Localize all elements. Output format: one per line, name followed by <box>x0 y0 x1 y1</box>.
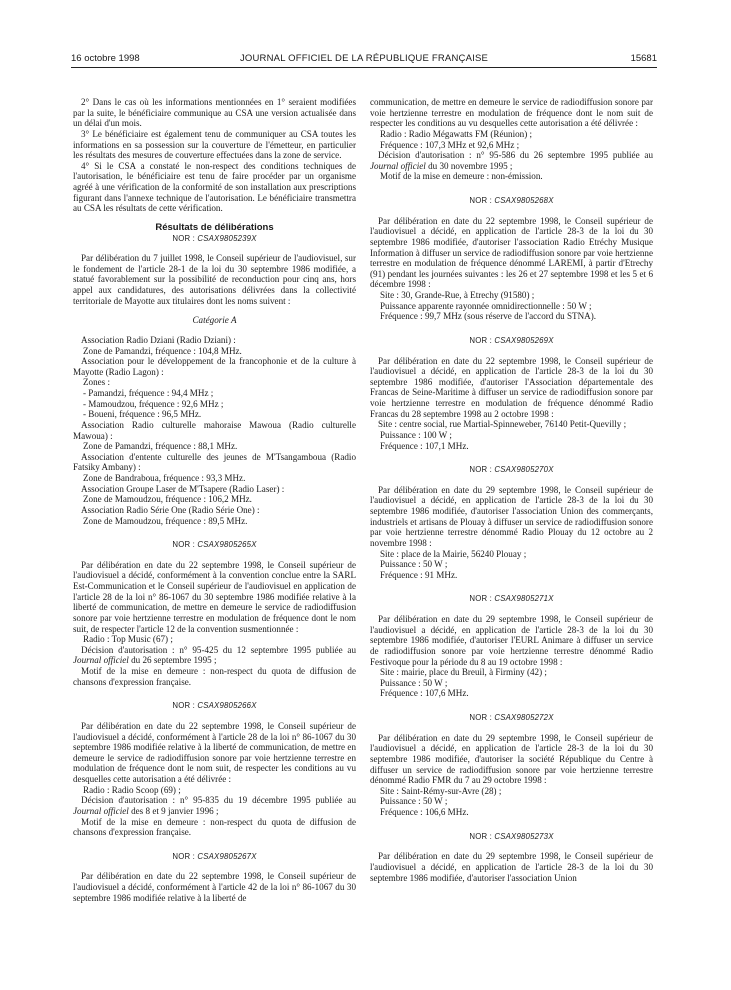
deliberation-text: Par délibération en date du 22 septembre 1998, le Conseil supérieur de l'audiovisuel a décidé, conformément à la convention conclue entre la SARL Est-Communication et le Conseil supérieur de l'audiovisuel en application de l'article 28 de la loi n° 86-1067 du 30 septembre 1986 modifiée relative à la liberté de communication, de mettre en demeure le service de radiodiffusion sonore par voie hertzienne terrestre en modulation de fréquence dont le nom suit, de respecter l'article 12 de la convention susmentionnée : <box>73 559 356 634</box>
header-date: 16 octobre 1998 <box>71 53 140 64</box>
nor-reference: NOR : CSAX9805273X <box>469 831 554 841</box>
deliberation-text: Par délibération en date du 22 septembre 1998, le Conseil supérieur de l'audiovisuel a décidé, conformément à l'article 28 de la loi n° 86-1067 du 30 septembre 1986 modifiée relative à la liberté de communication, de mettre en demeure le service de radiodiffusion sonore par voie hertzienne terrestre en modulation de fréquence dont le nom suit, de respecter les conditions au vu desquelles cette autorisation a été délivrée : <box>73 720 356 784</box>
detail-line: Décision d'autorisation : n° 95-586 du 26 septembre 1995 publiée au Journal officiel du 30 novembre 1995 ; <box>370 150 653 171</box>
association-name: Association Radio Dziani (Radio Dziani) : <box>81 334 236 345</box>
nor-reference: NOR : CSAX9805265X <box>172 540 257 550</box>
zone-line: - Boueni, fréquence : 96,5 MHz. <box>83 409 202 420</box>
detail-line: Fréquence : 107,3 MHz et 92,6 MHz ; <box>380 139 520 150</box>
association-name: Association Groupe Laser de M'Tsapere (Radio Laser) : <box>81 483 285 494</box>
nor-reference: NOR : CSAX9805239X <box>172 233 257 243</box>
right-column <box>370 97 653 883</box>
association-name: Association pour le développement de la francophonie et de la culture à Mayotte (Radio Lagon) : <box>73 356 356 377</box>
zone-line: Zone de Pamandzi, fréquence : 88,1 MHz. <box>83 441 238 452</box>
page-number: 15681 <box>630 53 657 64</box>
detail-line: Puissance apparente rayonnée omnidirectionnelle : 50 W ; <box>380 300 592 311</box>
detail-line: Motif de la mise en demeure : non-respect du quota de diffusion de chansons d'expression française. <box>73 666 356 687</box>
nor-reference: NOR : CSAX9805269X <box>469 335 554 345</box>
paragraph: 3° Le bénéficiaire est également tenu de communiquer au CSA toutes les informations en sa possession sur la couverture de l'émetteur, en particulier les résultats des mesures de couverture effectuées dans la zone de service. <box>73 128 356 161</box>
association-name: Association Radio Série One (Radio Série One) : <box>81 504 260 515</box>
deliberation-text: Par délibération en date du 22 septembre 1998, le Conseil supérieur de l'audiovisuel a décidé, en application de l'article 28-3 de la loi du 30 septembre 1986 modifiée, d'autoriser l'association Radio Etréchy Musique Information à diffuser un service de radiodiffusion sonore par voie hertzienne terrestre en modulation de fréquence dénommé LAREMI, à partir d'Etrechy (91) pendant les journées suivantes : les 26 et 27 septembre 1998 et les 5 et 6 décembre 1998 : <box>370 215 653 290</box>
zone-line: Zone de Bandraboua, fréquence : 93,3 MHz. <box>83 473 246 483</box>
zone-line: Zone de Mamoudzou, fréquence : 106,2 MHz. <box>83 494 252 505</box>
deliberation-text: Par délibération en date du 29 septembre 1998, le Conseil supérieur de l'audiovisuel a décidé, en application de l'article 28-3 de la loi du 30 septembre 1986 modifiée, d'autoriser l'association Union <box>370 851 653 883</box>
detail-line: Fréquence : 106,6 MHz. <box>380 807 469 817</box>
deliberation-text: Par délibération en date du 29 septembre 1998, le Conseil supérieur de l'audiovisuel a décidé, en application de l'article 28-3 de la loi du 30 septembre 1986 modifiée, d'autoriser l'EURL Animare à diffuser un service de radiodiffusion sonore par voie hertzienne terrestre dénommé Radio Festivoque pour la période du 8 au 19 octobre 1998 : <box>370 614 653 667</box>
detail-line: Site : mairie, place du Breuil, à Firminy (42) ; <box>380 667 547 678</box>
detail-line: Puissance : 50 W ; <box>380 559 448 570</box>
association-name: Association d'entente culturelle des jeunes de M'Tsangamboua (Radio Fatsiky Ambany) : <box>73 451 356 473</box>
left-column <box>73 97 356 903</box>
detail-line: Puissance : 50 W ; <box>380 677 448 688</box>
zone-line: - Mamoudzou, fréquence : 92,6 MHz ; <box>83 398 224 409</box>
detail-line: Radio : Top Music (67) ; <box>83 634 173 645</box>
header-title: JOURNAL OFFICIEL DE LA RÉPUBLIQUE FRANÇAISE <box>239 53 489 64</box>
detail-line: Fréquence : 91 MHz. <box>380 569 458 580</box>
detail-line: Motif de la mise en demeure : non-respect du quota de diffusion de chansons d'expression française. <box>73 816 356 838</box>
detail-line: Fréquence : 107,6 MHz. <box>380 688 469 699</box>
nor-reference: NOR : CSAX9805270X <box>469 465 554 475</box>
detail-line: Puissance : 50 W ; <box>380 796 448 807</box>
detail-line: Décision d'autorisation : n° 95-425 du 12 septembre 1995 publiée au Journal officiel du 26 septembre 1995 ; <box>73 644 356 666</box>
zone-line: Zone de Pamandzi, fréquence : 104,8 MHz. <box>83 345 242 356</box>
association-name: Association Radio culturelle mahoraise Mawoua (Radio culturelle Mawoua) : <box>73 419 356 441</box>
detail-line: Motif de la mise en demeure : non-émission. <box>380 171 543 182</box>
header-rule <box>71 67 657 68</box>
nor-reference: NOR : CSAX9805267X <box>172 851 257 861</box>
section-title: Résultats de délibérations <box>155 221 274 233</box>
detail-line: Puissance : 100 W ; <box>380 429 452 440</box>
paragraph: 4° Si le CSA a constaté le non-respect des conditions techniques de l'autorisation, le bénéficiaire est tenu de faire procéder par un organisme agréé à une vérification de la conformité de son installation aux prescriptions figurant dans l'annexe technique de l'autorisation. Le bénéficiaire transmettra au CSA les résultats de cette vérification. <box>73 160 356 214</box>
nor-reference: NOR : CSAX9805271X <box>469 594 554 604</box>
nor-reference: NOR : CSAX9805266X <box>172 701 257 711</box>
deliberation-text: Par délibération en date du 29 septembre 1998, le Conseil supérieur de l'audiovisuel a décidé, en application de l'article 28-3 de la loi du 30 septembre 1986 modifiée, d'autoriser l'association Union des commerçants, industriels et artisans de Plouay à diffuser un service de radiodiffusion sonore par voie hertzienne terrestre dénommé Radio Plouay du 12 octobre au 2 novembre 1998 : <box>370 484 653 548</box>
detail-line: Fréquence : 107,1 MHz. <box>380 440 469 451</box>
deliberation-text: Par délibération en date du 22 septembre 1998, le Conseil supérieur de l'audiovisuel a décidé, en application de l'article 28-3 de la loi du 30 septembre 1986 modifiée, d'autoriser l'Association départementale des Francas de Seine-Maritime à diffuser un service de radiodiffusion sonore par voie hertzienne terrestre en modulation de fréquence dénommé Radio Francas du 28 septembre 1998 au 2 octobre 1998 : <box>370 355 653 419</box>
deliberation-text: Par délibération en date du 29 septembre 1998, le Conseil supérieur de l'audiovisuel a décidé, en application de l'article 28-3 de la loi du 30 septembre 1986 modifiée, d'autoriser la société République du Centre à diffuser un service de radiodiffusion sonore par voie hertzienne terrestre dénommé Radio FMR du 7 au 29 octobre 1998 : <box>370 732 653 786</box>
paragraph: 2° Dans le cas où les informations mentionnées en 1° seraient modifiées par la suite, le bénéficiaire communique au CSA une version actualisée dans un délai d'un mois. <box>73 97 356 129</box>
detail-line: Site : 30, Grande-Rue, à Etrechy (91580) ; <box>380 290 535 300</box>
category-heading: Catégorie A <box>192 315 237 326</box>
detail-line: Décision d'autorisation : n° 95-835 du 19 décembre 1995 publiée au Journal officiel des 8 et 9 janvier 1996 ; <box>73 795 356 816</box>
page-header <box>71 53 657 67</box>
nor-reference: NOR : CSAX9805268X <box>469 196 554 205</box>
detail-line: Site : centre social, rue Martial-Spinneweber, 76140 Petit-Quevilly ; <box>378 419 627 430</box>
deliberation-text: Par délibération du 7 juillet 1998, le Conseil supérieur de l'audiovisuel, sur le fondement de l'article 28-1 de la loi du 30 septembre 1986 modifiée, a statué favorablement sur la possibilité de reconduction pour cinq ans, hors appel aux candidatures, des autorisations délivrées dans la collectivité territoriale de Mayotte aux titulaires dont les noms suivent : <box>73 253 356 306</box>
zone-line: Zones : <box>83 377 111 388</box>
zone-line: Zone de Mamoudzou, fréquence : 89,5 MHz. <box>83 515 248 526</box>
deliberation-text: Par délibération en date du 22 septembre 1998, le Conseil supérieur de l'audiovisuel a décidé, conformément à l'article 42 de la loi n° 86-1067 du 30 septembre 1986 modifiée relative à la liberté de <box>73 871 356 903</box>
paragraph: communication, de mettre en demeure le service de radiodiffusion sonore par voie hertzienne terrestre en modulation de fréquence dont le nom suit de respecter les conditions au vu desquelles cette autorisation a été délivrée : <box>370 97 653 129</box>
detail-line: Radio : Radio Scoop (69) ; <box>83 784 181 795</box>
detail-line: Fréquence : 99,7 MHz (sous réserve de l'accord du STNA). <box>380 311 597 322</box>
detail-line: Site : place de la Mairie, 56240 Plouay ; <box>380 548 527 559</box>
zone-line: - Pamandzi, fréquence : 94,4 MHz ; <box>83 388 214 398</box>
nor-reference: NOR : CSAX9805272X <box>469 713 554 722</box>
detail-line: Radio : Radio Mégawatts FM (Réunion) ; <box>380 128 533 139</box>
detail-line: Site : Saint-Rémy-sur-Avre (28) ; <box>380 785 502 796</box>
